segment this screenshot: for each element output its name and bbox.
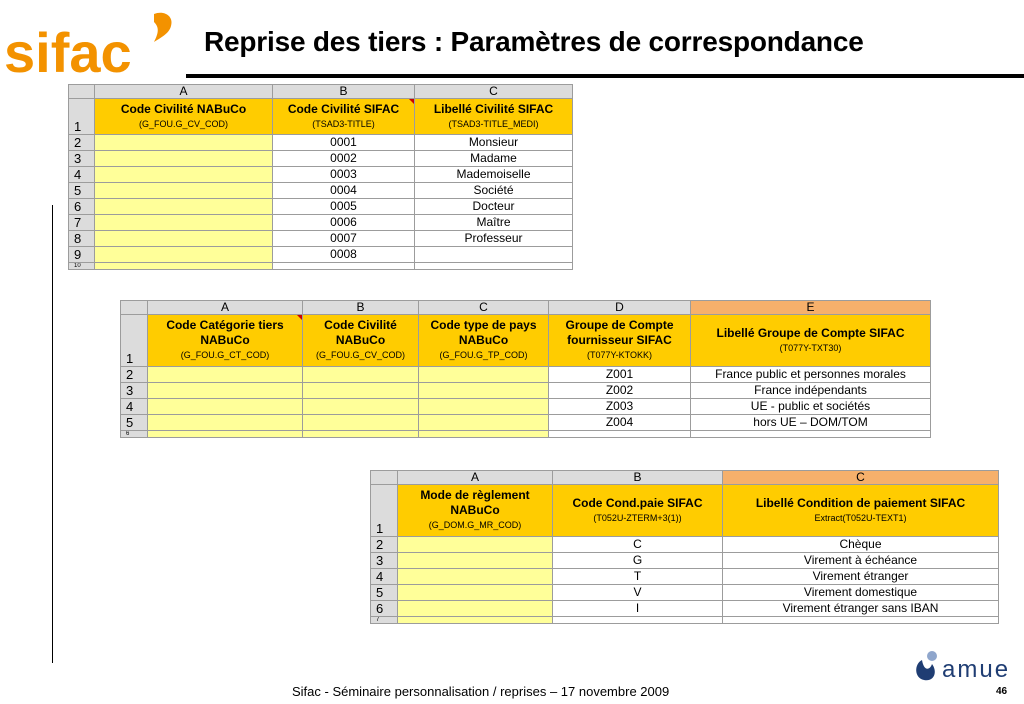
table-row-partial bbox=[69, 263, 573, 270]
footer-text: Sifac - Séminaire personnalisation / reprises – 17 novembre 2009 bbox=[292, 684, 670, 699]
cell[interactable] bbox=[398, 617, 553, 624]
cell[interactable]: T bbox=[553, 569, 723, 585]
cell[interactable] bbox=[148, 431, 303, 438]
cell[interactable]: Z001 bbox=[549, 367, 691, 383]
cell[interactable] bbox=[723, 617, 999, 624]
header-cell[interactable] bbox=[691, 315, 931, 367]
cell[interactable] bbox=[303, 383, 419, 399]
cell[interactable]: Professeur bbox=[415, 231, 573, 247]
header-label: Libellé Civilité SIFAC bbox=[433, 101, 554, 116]
cell[interactable] bbox=[419, 367, 549, 383]
table-row bbox=[371, 601, 999, 617]
cell[interactable] bbox=[303, 367, 419, 383]
cell[interactable]: 0002 bbox=[273, 151, 415, 167]
cell[interactable]: C bbox=[553, 537, 723, 553]
cell[interactable]: 0005 bbox=[273, 199, 415, 215]
header-sub: (G_FOU.G_CT_COD) bbox=[180, 350, 270, 360]
cell[interactable] bbox=[95, 167, 273, 183]
amue-logo bbox=[912, 646, 1024, 686]
sifac-logo bbox=[4, 8, 184, 78]
header-row bbox=[69, 99, 573, 135]
cell[interactable]: 0004 bbox=[273, 183, 415, 199]
row-number[interactable]: 6 bbox=[121, 431, 148, 438]
cell[interactable] bbox=[398, 585, 553, 601]
table-row bbox=[121, 383, 931, 399]
cell[interactable] bbox=[691, 431, 931, 438]
title-divider bbox=[186, 74, 1024, 78]
payment-terms-mapping-table bbox=[370, 470, 999, 624]
cell[interactable] bbox=[398, 537, 553, 553]
row-number[interactable]: 3 bbox=[69, 151, 95, 167]
table-row bbox=[69, 215, 573, 231]
comment-indicator bbox=[409, 99, 414, 104]
row-number[interactable]: 4 bbox=[69, 167, 95, 183]
col-letter-a[interactable]: A bbox=[95, 85, 273, 99]
col-letter-d[interactable]: D bbox=[549, 301, 691, 315]
cell[interactable] bbox=[148, 399, 303, 415]
cell[interactable] bbox=[95, 263, 273, 270]
cell[interactable] bbox=[415, 263, 573, 270]
header-sub: (G_FOU.G_TP_COD) bbox=[439, 350, 528, 360]
row-number[interactable]: 2 bbox=[69, 135, 95, 151]
header-label: Code Civilité NABuCo bbox=[324, 318, 397, 347]
header-label: Code Civilité NABuCo bbox=[120, 101, 247, 116]
header-sub: (G_FOU.G_CV_COD) bbox=[315, 350, 405, 360]
cell[interactable]: Z003 bbox=[549, 399, 691, 415]
row-number[interactable]: 2 bbox=[371, 537, 398, 553]
cell[interactable] bbox=[95, 183, 273, 199]
column-header-row bbox=[371, 471, 999, 485]
header-label: Libellé Groupe de Compte SIFAC bbox=[716, 325, 905, 340]
cell[interactable]: France public et personnes morales bbox=[691, 367, 931, 383]
header-cell[interactable] bbox=[398, 485, 553, 537]
amue-logo-graphic bbox=[912, 646, 1024, 686]
cell[interactable] bbox=[419, 399, 549, 415]
col-letter-b[interactable]: B bbox=[303, 301, 419, 315]
col-letter-b[interactable]: B bbox=[553, 471, 723, 485]
side-divider bbox=[52, 205, 53, 663]
table-row bbox=[69, 151, 573, 167]
row-number[interactable]: 4 bbox=[121, 399, 148, 415]
col-letter-b[interactable]: B bbox=[273, 85, 415, 99]
logo-text: sifac bbox=[4, 21, 132, 78]
header-label: Code Cond.paie SIFAC bbox=[572, 495, 703, 510]
corner-cell[interactable] bbox=[69, 85, 95, 99]
cell[interactable] bbox=[303, 415, 419, 431]
table-row-partial bbox=[371, 617, 999, 624]
cell[interactable] bbox=[398, 569, 553, 585]
sifac-logo-graphic bbox=[4, 8, 184, 78]
col-letter-e[interactable]: E bbox=[691, 301, 931, 315]
cell[interactable] bbox=[95, 247, 273, 263]
table-row bbox=[69, 135, 573, 151]
cell[interactable]: Virement étranger sans IBAN bbox=[723, 601, 999, 617]
table-row-partial bbox=[121, 431, 931, 438]
cell[interactable]: UE - public et sociétés bbox=[691, 399, 931, 415]
row-number[interactable]: 3 bbox=[371, 553, 398, 569]
table-row bbox=[121, 415, 931, 431]
cell[interactable]: I bbox=[553, 601, 723, 617]
row-number[interactable]: 1 bbox=[121, 315, 148, 367]
corner-cell[interactable] bbox=[371, 471, 398, 485]
cell[interactable]: Virement étranger bbox=[723, 569, 999, 585]
row-number[interactable]: 5 bbox=[121, 415, 148, 431]
header-cell[interactable] bbox=[723, 485, 999, 537]
table-row bbox=[69, 199, 573, 215]
header-label: Code type de pays NABuCo bbox=[430, 318, 537, 347]
col-letter-c[interactable]: C bbox=[415, 85, 573, 99]
header-sub: (G_FOU.G_CV_COD) bbox=[138, 118, 228, 129]
cell[interactable] bbox=[95, 215, 273, 231]
cell[interactable]: 0001 bbox=[273, 135, 415, 151]
cell[interactable]: Madame bbox=[415, 151, 573, 167]
civility-mapping-table bbox=[68, 84, 573, 270]
row-number[interactable]: 3 bbox=[121, 383, 148, 399]
cell[interactable]: Monsieur bbox=[415, 135, 573, 151]
header-sub: (T077Y-KTOKK) bbox=[586, 350, 653, 360]
cell[interactable]: Chèque bbox=[723, 537, 999, 553]
header-row bbox=[121, 315, 931, 367]
header-cell[interactable] bbox=[419, 315, 549, 367]
cell[interactable]: Z004 bbox=[549, 415, 691, 431]
header-label: Code Civilité SIFAC bbox=[287, 101, 400, 116]
row-number[interactable]: 9 bbox=[69, 247, 95, 263]
cell[interactable] bbox=[419, 383, 549, 399]
row-number[interactable]: 7 bbox=[69, 215, 95, 231]
col-letter-a[interactable]: A bbox=[398, 471, 553, 485]
header-cell[interactable] bbox=[553, 485, 723, 537]
row-number[interactable]: 6 bbox=[371, 601, 398, 617]
header-cell[interactable] bbox=[549, 315, 691, 367]
header-sub: (TSAD3-TITLE_MEDI) bbox=[448, 118, 539, 129]
cell[interactable] bbox=[303, 399, 419, 415]
slide-title: Reprise des tiers : Paramètres de correspondance bbox=[204, 26, 864, 57]
table-row bbox=[121, 367, 931, 383]
cell[interactable]: Virement domestique bbox=[723, 585, 999, 601]
table-row bbox=[121, 399, 931, 415]
table-row bbox=[69, 231, 573, 247]
header-sub: (T077Y-TXT30) bbox=[779, 342, 842, 353]
header-sub: (T052U-ZTERM+3(1)) bbox=[593, 512, 682, 523]
header-sub: (TSAD3-TITLE) bbox=[312, 118, 375, 129]
row-number[interactable]: 5 bbox=[69, 183, 95, 199]
cell[interactable] bbox=[95, 199, 273, 215]
cell[interactable] bbox=[398, 601, 553, 617]
cell[interactable]: Docteur bbox=[415, 199, 573, 215]
row-number[interactable]: 1 bbox=[69, 99, 95, 135]
cell[interactable]: G bbox=[553, 553, 723, 569]
header-label: Code Catégorie tiers NABuCo bbox=[166, 318, 284, 347]
row-number[interactable]: 4 bbox=[371, 569, 398, 585]
cell[interactable]: 0006 bbox=[273, 215, 415, 231]
header-sub: Extract(T052U-TEXT1) bbox=[814, 512, 907, 523]
account-group-mapping-table bbox=[120, 300, 931, 438]
col-letter-a[interactable]: A bbox=[148, 301, 303, 315]
header-cell[interactable] bbox=[148, 315, 303, 367]
row-number[interactable]: 10 bbox=[69, 263, 95, 270]
cell[interactable]: France indépendants bbox=[691, 383, 931, 399]
cell[interactable] bbox=[95, 135, 273, 151]
cell[interactable]: Virement à échéance bbox=[723, 553, 999, 569]
header-cell[interactable] bbox=[273, 99, 415, 135]
header-cell[interactable] bbox=[303, 315, 419, 367]
cell[interactable]: Mademoiselle bbox=[415, 167, 573, 183]
column-header-row bbox=[121, 301, 931, 315]
row-number[interactable]: 1 bbox=[371, 485, 398, 537]
col-letter-c[interactable]: C bbox=[723, 471, 999, 485]
cell[interactable]: 0008 bbox=[273, 247, 415, 263]
table-row bbox=[371, 553, 999, 569]
page-number: 46 bbox=[996, 686, 1008, 697]
cell[interactable]: Maître bbox=[415, 215, 573, 231]
cell[interactable] bbox=[419, 431, 549, 438]
header-cell[interactable] bbox=[95, 99, 273, 135]
row-number[interactable]: 7 bbox=[371, 617, 398, 624]
row-number[interactable]: 6 bbox=[69, 199, 95, 215]
cell[interactable] bbox=[273, 263, 415, 270]
table-row bbox=[69, 167, 573, 183]
cell[interactable] bbox=[419, 415, 549, 431]
row-number[interactable]: 5 bbox=[371, 585, 398, 601]
cell[interactable] bbox=[95, 231, 273, 247]
row-number[interactable]: 2 bbox=[121, 367, 148, 383]
table-row bbox=[69, 247, 573, 263]
cell[interactable] bbox=[95, 151, 273, 167]
header-row bbox=[371, 485, 999, 537]
cell[interactable] bbox=[148, 415, 303, 431]
cell[interactable]: hors UE – DOM/TOM bbox=[691, 415, 931, 431]
column-header-row bbox=[69, 85, 573, 99]
cell[interactable]: 0003 bbox=[273, 167, 415, 183]
header-label: Groupe de Compte fournisseur SIFAC bbox=[565, 318, 674, 347]
cell[interactable]: Société bbox=[415, 183, 573, 199]
table-row bbox=[69, 183, 573, 199]
header-label: Mode de règlement NABuCo bbox=[420, 488, 530, 517]
cell[interactable] bbox=[398, 553, 553, 569]
cell[interactable]: Z002 bbox=[549, 383, 691, 399]
header-sub: (G_DOM.G_MR_COD) bbox=[428, 520, 522, 530]
comment-indicator bbox=[297, 315, 302, 320]
corner-cell[interactable] bbox=[121, 301, 148, 315]
header-cell[interactable] bbox=[415, 99, 573, 135]
cell[interactable]: 0007 bbox=[273, 231, 415, 247]
row-number[interactable]: 8 bbox=[69, 231, 95, 247]
table-row bbox=[371, 537, 999, 553]
cell[interactable] bbox=[303, 431, 419, 438]
cell[interactable] bbox=[549, 431, 691, 438]
header-label: Libellé Condition de paiement SIFAC bbox=[755, 495, 966, 510]
cell[interactable] bbox=[148, 383, 303, 399]
cell[interactable] bbox=[553, 617, 723, 624]
amue-text: amue bbox=[942, 656, 1011, 683]
col-letter-c[interactable]: C bbox=[419, 301, 549, 315]
table-row bbox=[371, 585, 999, 601]
cell[interactable]: V bbox=[553, 585, 723, 601]
table-row bbox=[371, 569, 999, 585]
cell[interactable] bbox=[415, 247, 573, 263]
cell[interactable] bbox=[148, 367, 303, 383]
